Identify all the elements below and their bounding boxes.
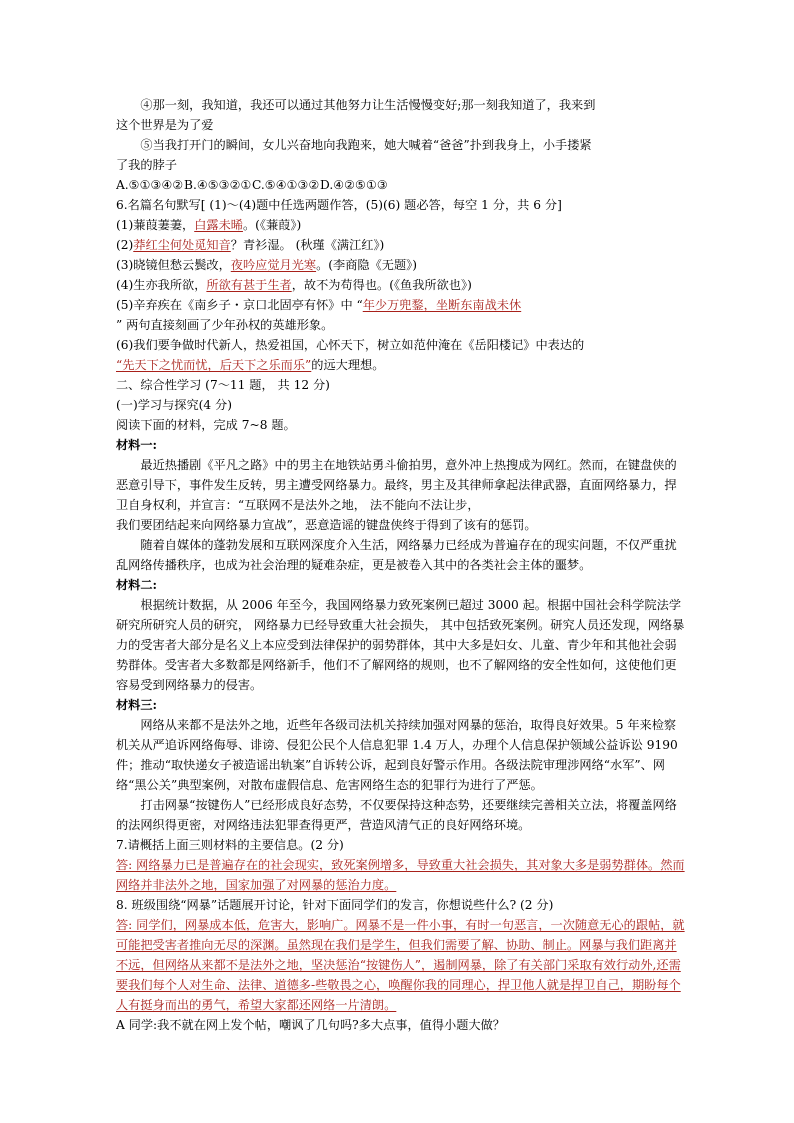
material-3-paragraph: 网络从来都不是法外之地，近些年各级司法机关持续加强对网暴的惩治，取得良好效果。5 年来检察机关从严追诉网络侮辱、诽谤、侵犯公民个人信息犯罪 1.4 万人，办理个人信息保护领域公益诉讼 9190 件；推动“取快递女子被造谣出轨案”自诉转公诉，起到良好警示作用。各级法院审理涉网络“水军”、网络“黑公关”典型案例，对散布虚假信息、危害网络生态的犯罪行为进行了严惩。 [116, 718, 678, 792]
option-a: A.⑤①③④② [116, 178, 184, 192]
q6-item-4: (4)生亦我所欲，所欲有甚于生者，故不为苟得也。(《鱼我所欲也》) [116, 278, 472, 292]
q6-item-5-cont: ” 两句直接刻画了少年孙权的英雄形象。 [116, 318, 334, 332]
material-2-title: 材料二: [116, 578, 158, 592]
question-6-title: 6.名篇名句默写[ (1)～(4)题中任选两题作答，(5)(6) 题必答，每空 1 分，共 6 分] [116, 198, 562, 212]
student-a-statement: A 同学:我不就在网上发个帖，嘲讽了几句吗?多大点事，值得小题大做？ [116, 1018, 505, 1032]
option-c: C.⑤④①③② [252, 178, 320, 192]
q6-item-3: (3)晓镜但愁云鬓改，夜吟应觉月光寒。(李商隐《无题》) [116, 258, 417, 272]
answer-options [116, 175, 688, 195]
option-b: B.④⑤③②① [184, 178, 252, 192]
q6-item-5: (5)辛弃疾在《南乡子・京口北固亭有怀》中 “年少万兜鍪，坐断东南战未休 [116, 298, 522, 312]
material-3-paragraph-2: 打击网暴“按键伤人”已经形成良好态势，不仅要保持这种态势，还要继续完善相关立法，将覆盖网络的法网织得更密，对网络违法犯罪查得更严，营造风清气正的良好网络环境。 [116, 798, 677, 832]
question-7-answer: 答: 网络暴力已是普遍存在的社会现实，致死案例增多，导致重大社会损失，其对象大多是弱势群体。然而网络并非法外之地，国家加强了对网暴的惩治力度。 [116, 858, 685, 892]
q6-item-1: (1)蒹葭萋萋，白露未晞。(《蒹葭》) [116, 218, 302, 232]
question-8: 8. 班级围绕“网暴”话题展开讨论，针对下面同学们的发言，你想说些什么? (2 分) [116, 898, 554, 912]
material-2-paragraph: 根据统计数据，从 2006 年至今，我国网络暴力致死案例已超过 3000 起。根据中国社会科学院法学研究所研究人员的研究， 网络暴力已经导致重大社会损失， 其中包括致死案例。研究人员还发现，网络暴力的受害者大部分是名义上本应受到法律保护的弱势群体，其中大多是妇女、儿童、青少年和其他社会弱势群体。受害者大多数都是网络新手，他们不了解网络的规则，也不了解网络的安全性如何，这使他们更容易受到网络暴力的侵害。 [116, 598, 685, 692]
q6-item-6: (6)我们要争做时代新人，热爱祖国，心怀天下，树立如范仲淹在《岳阳楼记》中表达的 [116, 338, 585, 352]
answer-text: “先天下之忧而忧，后天下之乐而乐” [116, 358, 312, 372]
q6-item-2: (2)莽红尘何处觅知音？青衫湿。 (秋瑾《满江红》) [116, 238, 385, 252]
text-line: ⑤当我打开门的瞬间，女儿兴奋地向我跑来，她大喊着“爸爸”扑到我身上，小手搂紧 [140, 138, 592, 152]
answer-text: 所欲有甚于生者 [206, 278, 292, 292]
material-1-title: 材料一: [116, 438, 158, 452]
text-line: 了我的脖子 [116, 158, 177, 172]
question-7: 7.请概括上面三则材料的主要信息。(2 分) [116, 838, 344, 852]
option-d: D.④②⑤①③ [320, 178, 388, 192]
answer-text: 白露未晞 [194, 218, 243, 232]
material-1-paragraph: 最近热播剧《平凡之路》中的男主在地铁站勇斗偷拍男，意外冲上热搜成为网红。然而，在键盘侠的恶意引导下，事件发生反转，男主遭受网络暴力。最终，男主及其律师拿起法律武器，直面网络暴力，捍卫自身权利，并宣言：“互联网不是法外之地， 法不能向不法让步， [116, 458, 677, 512]
section-title: 二、综合性学习 (7～11 题， 共 12 分) [116, 378, 330, 392]
answer-text: 莽红尘何处觅知音 [133, 238, 231, 252]
instruction: 阅读下面的材料，完成 7~8 题。 [116, 418, 296, 432]
answer-text: 年少万兜鍪，坐断东南战未休 [362, 298, 522, 312]
text-line: ④那一刻，我知道，我还可以通过其他努力让生活慢慢变好;那一刻我知道了，我来到 [140, 98, 596, 112]
material-3-title: 材料三: [116, 698, 158, 712]
q6-item-6-cont: “先天下之忧而忧，后天下之乐而乐”的远大理想。 [116, 358, 385, 372]
text-line: 这个世界是为了爱 [116, 118, 214, 132]
subsection-title: (一)学习与探究(4 分) [116, 398, 232, 412]
exam-page [116, 95, 688, 1035]
material-1-paragraph-cont: 我们要团结起来向网络暴力宣战”，恶意造谣的键盘侠终于得到了该有的惩罚。 [116, 518, 537, 532]
material-1-paragraph-2: 随着自媒体的蓬勃发展和互联网深度介入生活，网络暴力已经成为普遍存在的现实问题，不仅严重扰乱网络传播秩序，也成为社会治理的疑难杂症，更是被卷入其中的各类社会主体的噩梦。 [116, 538, 677, 572]
answer-text: 夜吟应觉月光寒 [230, 258, 317, 272]
question-8-answer: 答: 同学们，网暴成本低，危害大，影响广。网暴不是一件小事，有时一句恶言，一次随意无心的跟帖，就可能把受害者推向无尽的深渊。虽然现在我们是学生，但我们需要了解、协助、制止。网暴与我们距离并不远，但网络从来都不是法外之地，坚决惩治“按键伤人”，遏制网暴，除了有关部门采取有效行动外,还需要我们每个人对生命、法律、道德多-些敬畏之心，唤醒你我的同理心，捍卫他人就是捍卫自己，期盼每个人有挺身而出的勇气，希望大家都还网络一片清朗。 [116, 918, 685, 1012]
